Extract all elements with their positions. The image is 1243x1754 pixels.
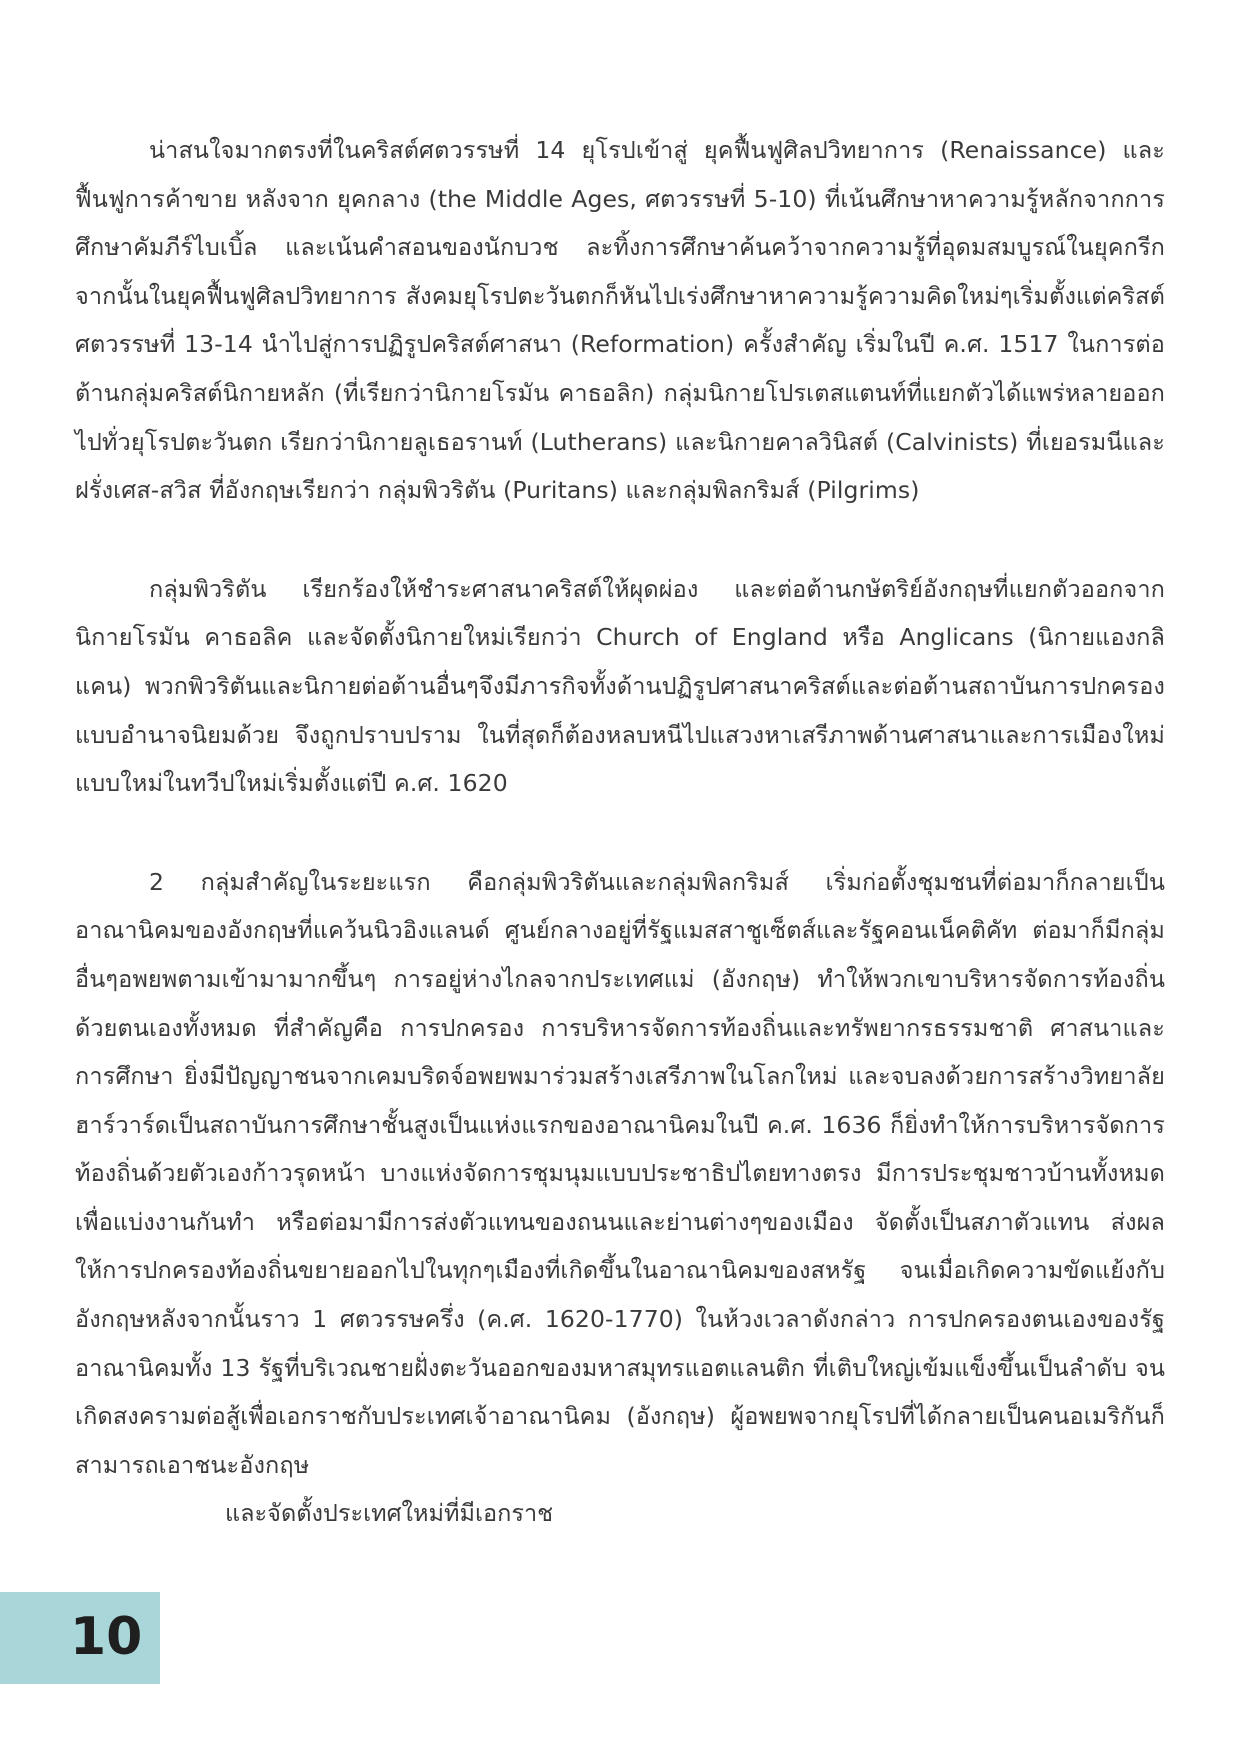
paragraph-puritans: กลุ่มพิวริตัน เรียกร้องให้ชำระศาสนาคริสต์ให้ผุดผ่อง และต่อต้านกษัตริย์อังกฤษที่แยกตัวออกจากนิกายโรมัน คาธอลิค และจัดตั้งนิกายใหม่เรียกว่า Church of England หรือ Anglicans (นิกายแองกลิแคน) พวกพิวริตันและนิกายต่อต้านอื่นๆจึงมีภารกิจทั้งด้านปฏิรูปศาสนาคริสต์และต่อต้านสถาบันการปกครองแบบอำนาจนิยมด้วย จึงถูกปราบปราม ในที่สุดก็ต้องหลบหนีไปแสวงหาเสรีภาพด้านศาสนาและการเมืองใหม่แบบใหม่ในทวีปใหม่เริ่มตั้งแต่ปี ค.ศ. 1620 <box>75 574 1165 798</box>
page-number: 10 <box>70 1607 143 1667</box>
paragraph-colonies: 2 กลุ่มสำคัญในระยะแรก คือกลุ่มพิวริตันและกลุ่มพิลกริมส์ เริ่มก่อตั้งชุมชนที่ต่อมาก็กลายเป็นอาณานิคมของอังกฤษที่แคว้นนิวอิงแลนด์ ศูนย์กลางอยู่ที่รัฐแมสสาชูเซ็ตส์และรัฐคอนเน็คติคัท ต่อมาก็มีกลุ่มอื่นๆอพยพตามเข้ามามากขึ้นๆ การอยู่ห่างไกลจากประเทศแม่ (อังกฤษ) ทำให้พวกเขาบริหารจัดการท้องถิ่นด้วยตนเองทั้งหมด ที่สำคัญคือ การปกครอง การบริหารจัดการท้องถิ่นและทรัพยากรธรรมชาติ ศาสนาและการศึกษา ยิ่งมีปัญญาชนจากเคมบริดจ์อพยพมาร่วมสร้างเสรีภาพในโลกใหม่ และจบลงด้วยการสร้างวิทยาลัยฮาร์วาร์ดเป็นสถาบันการศึกษาชั้นสูงเป็นแห่งแรกของอาณานิคมในปี ค.ศ. 1636 ก็ยิ่งทำให้การบริหารจัดการท้องถิ่นด้วยตัวเองก้าวรุดหน้า บางแห่งจัดการชุมนุมแบบประชาธิปไตยทางตรง มีการประชุมชาวบ้านทั้งหมด เพื่อแบ่งงานกันทำ หรือต่อมามีการส่งตัวแทนของถนนและย่านต่างๆของเมือง จัดตั้งเป็นสภาตัวแทน ส่งผลให้การปกครองท้องถิ่นขยายออกไปในทุกๆเมืองที่เกิดขึ้นในอาณานิคมของสหรัฐ จนเมื่อเกิดความขัดแย้งกับอังกฤษหลังจากนั้นราว 1 ศตวรรษครึ่ง (ค.ศ. 1620-1770) ในห้วงเวลาดังกล่าว การปกครองตนเองของรัฐอาณานิคมทั้ง 13 รัฐที่บริเวณชายฝั่งตะวันออกของมหาสมุทรแอตแลนติก ที่เติบใหญ่เข้มแข็งขึ้นเป็นลำดับ จนเกิดสงครามต่อสู้เพื่อเอกราชกับประเทศเจ้าอาณานิคม (อังกฤษ) ผู้อพยพจากยุโรปที่ได้กลายเป็นคนอเมริกันก็สามารถเอาชนะอังกฤษ <box>75 867 1165 1479</box>
paragraph-renaissance-reformation: น่าสนใจมากตรงที่ในคริสต์ศตวรรษที่ 14 ยุโรปเข้าสู่ ยุคฟื้นฟูศิลปวิทยาการ (Renaissance) และฟื้นฟูการค้าขาย หลังจาก ยุคกลาง (the Middle Ages, ศตวรรษที่ 5-10) ที่เน้นศึกษาหาความรู้หลักจากการศึกษาคัมภีร์ไบเบิ้ล และเน้นคำสอนของนักบวช ละทิ้งการศึกษาค้นคว้าจากความรู้ที่อุดมสมบูรณ์ในยุคกรีก จากนั้นในยุคฟื้นฟูศิลปวิทยาการ สังคมยุโรปตะวันตกก็หันไปเร่งศึกษาหาความรู้ความคิดใหม่ๆเริ่มตั้งแต่คริสต์ศตวรรษที่ 13-14 นำไปสู่การปฏิรูปคริสต์ศาสนา (Reformation) ครั้งสำคัญ เริ่มในปี ค.ศ. 1517 ในการต่อต้านกลุ่มคริสต์นิกายหลัก (ที่เรียกว่านิกายโรมัน คาธอลิก) กลุ่มนิกายโปรเตสแตนท์ที่แยกตัวได้แพร่หลายออกไปทั่วยุโรปตะวันตก เรียกว่านิกายลูเธอรานท์ (Lutherans) และนิกายคาลวินิสต์ (Calvinists) ที่เยอรมนีและฝรั่งเศส-สวิส ที่อังกฤษเรียกว่า กลุ่มพิวริตัน (Puritans) และกลุ่มพิลกริมส์ (Pilgrims) <box>75 136 1165 505</box>
closing-line: และจัดตั้งประเทศใหม่ที่มีเอกราช <box>225 1499 554 1528</box>
body-text <box>75 126 1165 1538</box>
